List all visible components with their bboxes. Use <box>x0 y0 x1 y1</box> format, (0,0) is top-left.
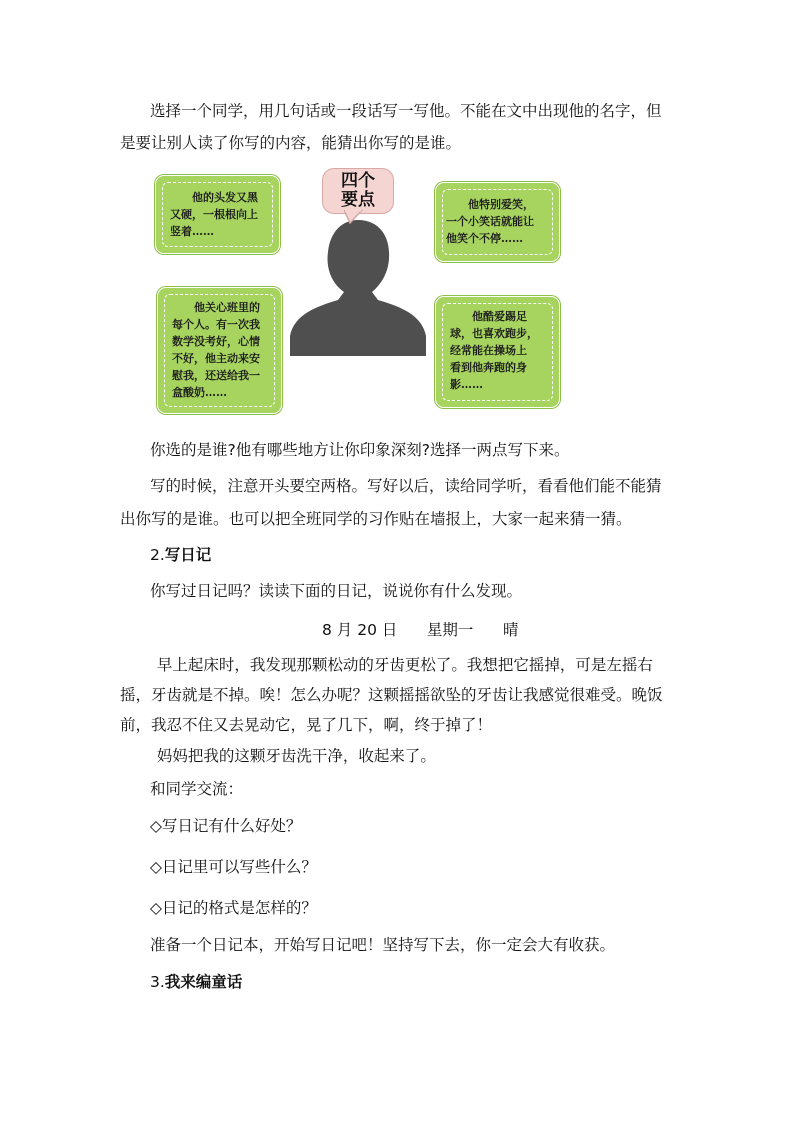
point-card-hair <box>155 175 280 254</box>
diary-line-2: 摇，牙齿就是不掉。唉！怎么办呢？这颗摇摇欲坠的牙齿让我感觉很难受。晚饭 <box>120 686 663 704</box>
point-card-caring <box>157 287 282 414</box>
diary-line-4: 妈妈把我的这颗牙齿洗干净，收起来了。 <box>152 747 436 765</box>
section-3-heading <box>150 972 242 992</box>
student-silhouette <box>290 218 426 356</box>
point-card-laugh <box>435 182 560 262</box>
point-card-text: 他的头发又黑 又硬，一根根向上 竖着…… <box>170 191 258 238</box>
section-2-heading <box>150 545 211 565</box>
discuss-label: 和同学交流： <box>150 780 244 798</box>
diary-line-1: 早上起床时，我发现那颗松动的牙齿更松了。我想把它摇掉，可是左摇右 <box>152 656 653 674</box>
question-item: ◇日记里可以写些什么？ <box>150 858 317 876</box>
section-title: 我来编童话 <box>164 973 243 991</box>
bubble-tail <box>344 210 366 224</box>
prompt-paragraph: 你选的是谁?他有哪些地方让你印象深刻?选择一两点写下来。 <box>150 441 570 459</box>
point-card-text: 他特别爱笑， 一个小笑话就能让 他笑个不停…… <box>446 198 534 245</box>
section-number: 2. <box>150 546 165 564</box>
bubble-label-line-2: 要点 <box>341 190 375 210</box>
question-item: ◇写日记有什么好处？ <box>150 817 302 835</box>
section-title: 写日记 <box>164 546 212 564</box>
tips-line-1: 写的时候，注意开头要空两格。写好以后，读给同学听，看看他们能不能猜 <box>150 477 662 495</box>
intro-line-1: 选择一个同学，用几句话或一段话写一写他。不能在文中出现他的名字，但 <box>150 102 662 120</box>
point-card-text: 他关心班里的 每个人。有一次我 数学没考好，心情 不好，他主动来安 慰我，还送给我一 盒酸奶…… <box>172 301 260 399</box>
diary-prompt: 你写过日记吗？读读下面的日记，说说你有什么发现。 <box>150 582 523 600</box>
bubble-label-line-1: 四个 <box>341 171 375 191</box>
point-card-sports <box>435 296 560 408</box>
four-points-bubble <box>322 168 394 214</box>
point-card-text: 他酷爱踢足 球，也喜欢跑步， 经常能在操场上 看到他奔跑的身 影…… <box>450 310 538 391</box>
diary-date-line: 8 月 20 日 星期一 晴 <box>322 621 519 639</box>
tips-line-2: 出你写的是谁。也可以把全班同学的习作贴在墙报上，大家一起来猜一猜。 <box>120 510 632 528</box>
question-item: ◇日记的格式是怎样的？ <box>150 899 317 917</box>
intro-line-2: 是要让别人读了你写的内容，能猜出你写的是谁。 <box>120 134 462 152</box>
diary-line-3: 前，我忍不住又去晃动它，晃了几下，啊，终于掉了！ <box>120 716 493 734</box>
closing-paragraph: 准备一个日记本，开始写日记吧！坚持写下去，你一定会大有收获。 <box>150 936 616 954</box>
section-number: 3. <box>150 973 165 991</box>
